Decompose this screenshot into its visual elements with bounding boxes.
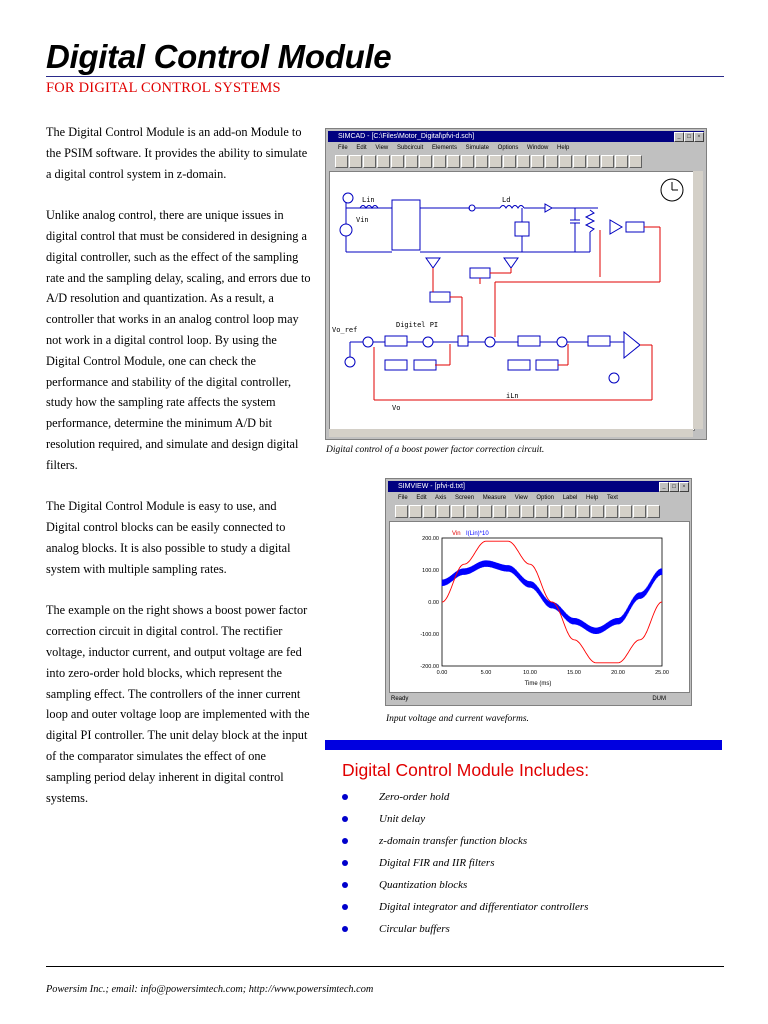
list-item: Circular buffers — [342, 918, 588, 940]
x-tick-label: 25.00 — [655, 670, 669, 676]
toolbar-button[interactable] — [629, 155, 642, 168]
waveform-plot-area[interactable] — [389, 521, 690, 693]
menu-option[interactable]: Option — [536, 495, 555, 501]
close-icon[interactable]: × — [694, 132, 704, 142]
status-mode: DUM — [652, 696, 666, 702]
toolbar-button[interactable] — [363, 155, 376, 168]
section-bar — [325, 740, 722, 750]
toolbar-button[interactable] — [423, 505, 436, 518]
menu-help[interactable]: Help — [586, 495, 599, 501]
toolbar-button[interactable] — [409, 505, 422, 518]
toolbar-button[interactable] — [633, 505, 646, 518]
toolbar-button[interactable] — [591, 505, 604, 518]
toolbar-button[interactable] — [479, 505, 492, 518]
schematic-window — [325, 128, 707, 440]
menu-edit[interactable]: Edit — [356, 145, 367, 151]
legend-vin: Vin — [452, 531, 461, 537]
body-text — [46, 122, 312, 829]
toolbar-button[interactable] — [461, 155, 474, 168]
list-item: Digital integrator and differentiator controllers — [342, 896, 588, 918]
toolbar-button[interactable] — [549, 505, 562, 518]
waveform-toolbar — [389, 505, 688, 519]
page-subtitle: FOR DIGITAL CONTROL SYSTEMS — [46, 80, 281, 96]
bullet-icon — [342, 838, 348, 844]
waveform-chart — [390, 522, 689, 692]
toolbar-button[interactable] — [601, 155, 614, 168]
waveform-caption: Input voltage and current waveforms. — [386, 714, 529, 724]
toolbar-button[interactable] — [433, 155, 446, 168]
bullet-icon — [342, 816, 348, 822]
includes-list — [342, 786, 588, 940]
toolbar-button[interactable] — [419, 155, 432, 168]
bullet-icon — [342, 882, 348, 888]
menu-text[interactable]: Text — [606, 495, 618, 501]
y-tick-label: 100.00 — [422, 568, 439, 574]
toolbar-button[interactable] — [559, 155, 572, 168]
menu-window[interactable]: Window — [527, 145, 549, 151]
toolbar-button[interactable] — [395, 505, 408, 518]
menu-subcircuit[interactable]: Subcircuit — [396, 145, 424, 151]
toolbar-button[interactable] — [605, 505, 618, 518]
vertical-scrollbar[interactable] — [693, 171, 703, 429]
maximize-icon[interactable]: □ — [684, 132, 694, 142]
includes-heading: Digital Control Module Includes: — [342, 760, 590, 780]
toolbar-button[interactable] — [493, 505, 506, 518]
x-tick-label: 20.00 — [611, 670, 625, 676]
menu-simulate[interactable]: Simulate — [465, 145, 489, 151]
x-tick-label: 0.00 — [436, 670, 448, 676]
maximize-icon[interactable]: □ — [669, 482, 679, 492]
menu-file[interactable]: File — [338, 145, 348, 151]
toolbar-button[interactable] — [517, 155, 530, 168]
label-iin: iLn — [506, 392, 519, 400]
menu-options[interactable]: Options — [497, 145, 519, 151]
menu-file[interactable]: File — [398, 495, 408, 501]
toolbar-button[interactable] — [437, 505, 450, 518]
y-tick-label: -100.00 — [420, 632, 439, 638]
toolbar-button[interactable] — [335, 155, 348, 168]
minimize-icon[interactable]: _ — [659, 482, 669, 492]
list-item: Quantization blocks — [342, 874, 588, 896]
page-title: Digital Control Module — [46, 38, 392, 75]
toolbar-button[interactable] — [563, 505, 576, 518]
toolbar-button[interactable] — [475, 155, 488, 168]
label-digital-pi: Digitel PI — [396, 321, 439, 329]
x-axis-label: Time (ms) — [524, 681, 552, 687]
series-voltage — [442, 541, 662, 663]
x-tick-label: 10.00 — [523, 670, 537, 676]
bullet-icon — [342, 794, 348, 800]
x-tick-label: 15.00 — [567, 670, 581, 676]
bullet-icon — [342, 904, 348, 910]
circuit-diagram — [330, 172, 694, 430]
toolbar-button[interactable] — [447, 155, 460, 168]
title-divider — [46, 76, 724, 77]
schematic-toolbar — [329, 155, 703, 169]
menu-screen[interactable]: Screen — [455, 495, 475, 501]
footer-contact: Powersim Inc.; email: info@powersimtech.com; http://www.powersimtech.com — [46, 984, 374, 995]
schematic-menubar — [328, 143, 704, 153]
y-tick-label: 200.00 — [422, 536, 439, 542]
control-loop — [345, 332, 640, 383]
toolbar-button[interactable] — [451, 505, 464, 518]
toolbar-button[interactable] — [405, 155, 418, 168]
status-ready: Ready — [391, 696, 409, 702]
toolbar-button[interactable] — [377, 155, 390, 168]
toolbar-button[interactable] — [545, 155, 558, 168]
menu-view[interactable]: View — [375, 145, 389, 151]
toolbar-button[interactable] — [503, 155, 516, 168]
label-ld: Ld — [502, 196, 511, 204]
horizontal-scrollbar[interactable] — [329, 429, 693, 437]
toolbar-button[interactable] — [465, 505, 478, 518]
paragraph-example: The example on the right shows a boost power factor correction circuit in digital control. The rectifier voltage, inductor current, and output voltage are fed into zero-order hold blocks, which represent the sampling effect. The controllers of the inner current loop and outer voltage loop are implemented with the digital PI controller. The unit delay block at the input of the comparator simulates the effect of one sampling period delay inherent in digital control systems. — [46, 603, 310, 805]
waveform-window — [385, 478, 692, 706]
minimize-icon[interactable]: _ — [674, 132, 684, 142]
label-vo: Vo — [392, 404, 401, 412]
list-item: z-domain transfer function blocks — [342, 830, 588, 852]
menu-measure[interactable]: Measure — [482, 495, 507, 501]
bullet-icon — [342, 926, 348, 932]
close-icon[interactable]: × — [679, 482, 689, 492]
toolbar-button[interactable] — [531, 155, 544, 168]
toolbar-button[interactable] — [587, 155, 600, 168]
menu-view[interactable]: View — [514, 495, 528, 501]
list-item: Digital FIR and IIR filters — [342, 852, 588, 874]
toolbar-button[interactable] — [391, 155, 404, 168]
toolbar-button[interactable] — [615, 155, 628, 168]
toolbar-button[interactable] — [507, 505, 520, 518]
label-vin: Vin — [356, 216, 369, 224]
label-lin: Lin — [362, 196, 375, 204]
menu-edit[interactable]: Edit — [416, 495, 427, 501]
list-item: Zero-order hold — [342, 786, 588, 808]
toolbar-button[interactable] — [349, 155, 362, 168]
legend-current: I(Lin)*10 — [466, 531, 489, 537]
bullet-icon — [342, 860, 348, 866]
menu-help[interactable]: Help — [557, 145, 570, 151]
menu-label[interactable]: Label — [562, 495, 578, 501]
paragraph-ease-of-use: The Digital Control Module is easy to use, and Digital control blocks can be easily connected to analog blocks. It is also possible to study a digital system with multiple sampling rates. — [46, 499, 291, 576]
x-tick-label: 5.00 — [480, 670, 492, 676]
label-vo-ref: Vo_ref — [332, 326, 358, 334]
y-tick-label: -200.00 — [420, 664, 439, 670]
toolbar-button[interactable] — [647, 505, 660, 518]
schematic-caption: Digital control of a boost power factor correction circuit. — [326, 445, 545, 455]
waveform-titlebar: SIMVIEW - [pfvi-d.txt] — [388, 481, 689, 492]
schematic-titlebar: SIMCAD - [C:\Files\Motor_Digital\pfvi-d.sch] — [328, 131, 704, 142]
power-stage — [340, 193, 644, 302]
toolbar-button[interactable] — [573, 155, 586, 168]
footer-divider — [46, 966, 724, 967]
list-item: Unit delay — [342, 808, 588, 830]
menu-axis[interactable]: Axis — [435, 495, 447, 501]
paragraph-intro: The Digital Control Module is an add-on Module to the PSIM software. It provides the ability to simulate a digital control system in z-domain. — [46, 125, 308, 181]
toolbar-button[interactable] — [535, 505, 548, 518]
series-current — [442, 560, 662, 634]
paragraph-analog-vs-digital: Unlike analog control, there are unique issues in digital control that must be considered in designing a digital controller, such as the effect of the sampling rate and the sampling delay, scaling, and errors due to A/D resolution and quantization. As a result, a controller that works in an analog control loop may not work in a digital control loop. By using the Digital Control Module, one can check the performance and stability of the digital controller, study how the sampling rate affects the system performance, determine the minimum A/D bit resolution required, and simulate and design digital filters. — [46, 208, 311, 472]
y-tick-label: 0.00 — [428, 600, 439, 606]
menu-elements[interactable]: Elements — [431, 145, 457, 151]
toolbar-button[interactable] — [489, 155, 502, 168]
toolbar-button[interactable] — [521, 505, 534, 518]
waveform-menubar — [388, 493, 689, 503]
status-bar — [389, 694, 688, 704]
toolbar-button[interactable] — [619, 505, 632, 518]
toolbar-button[interactable] — [577, 505, 590, 518]
schematic-canvas[interactable] — [329, 171, 695, 431]
